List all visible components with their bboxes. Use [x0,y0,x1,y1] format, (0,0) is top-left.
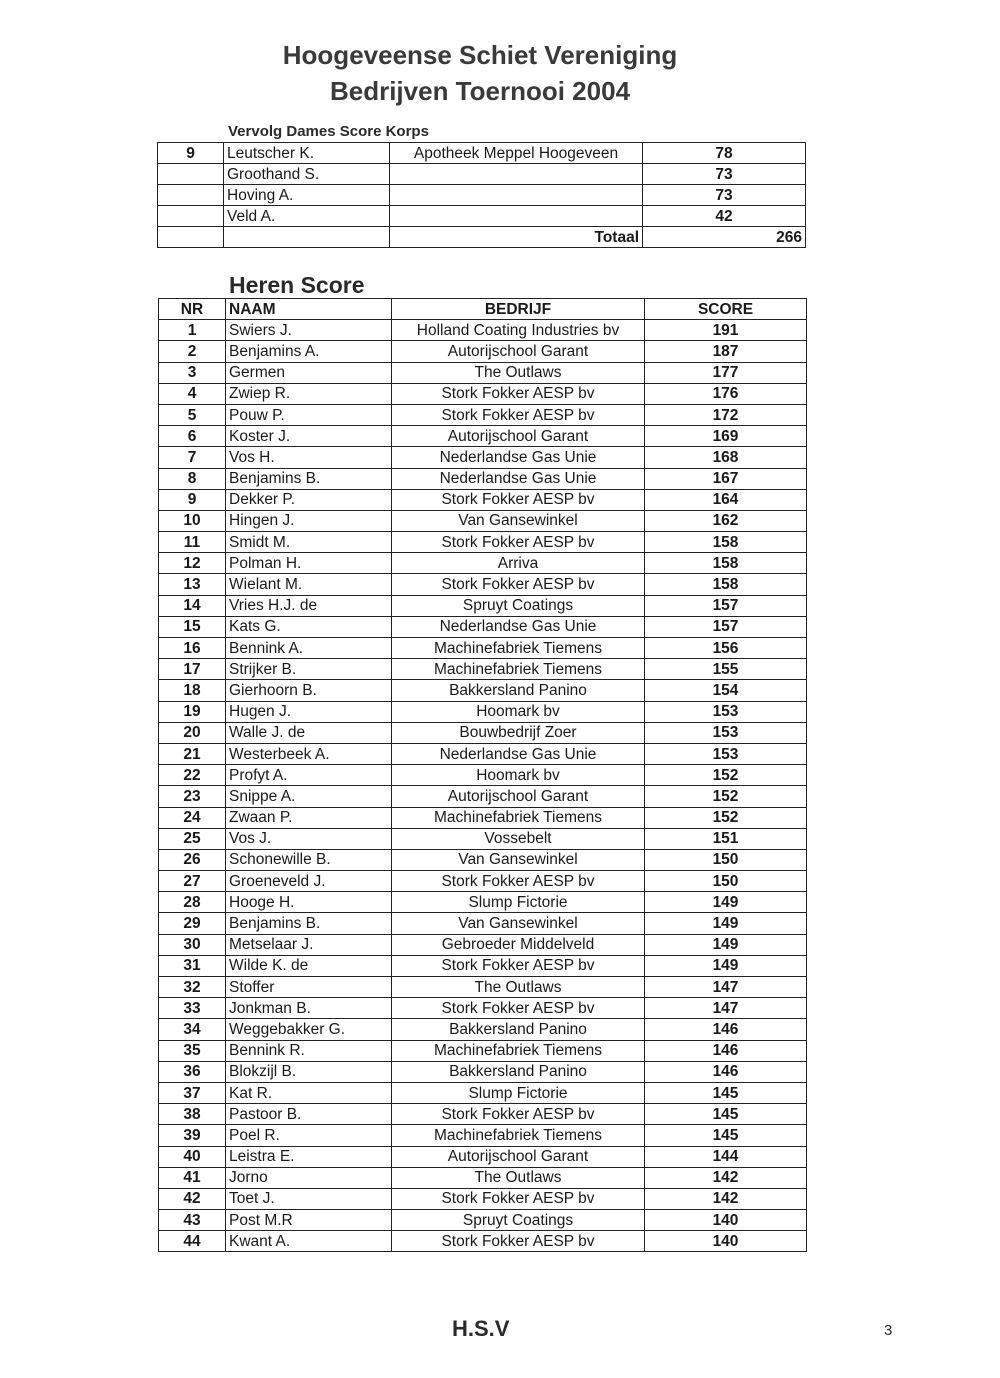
cell-naam: Benjamins B. [226,913,392,934]
cell-score: 156 [645,638,807,659]
cell-nr: 3 [159,362,226,383]
document-subtitle: Bedrijven Toernooi 2004 [329,76,631,106]
cell-nr: 9 [159,489,226,510]
cell-nr: 10 [159,510,226,531]
cell-bedrijf: Gebroeder Middelveld [392,934,645,955]
table-row [159,701,807,722]
cell-score: 140 [645,1231,807,1252]
cell-score: 142 [645,1167,807,1188]
table-row [159,977,807,998]
cell-naam: Wilde K. de [226,955,392,976]
cell-score: 158 [645,553,807,574]
table-row [159,1188,807,1209]
table-row [159,786,807,807]
cell-nr: 11 [159,532,226,553]
cell-bedrijf: Spruyt Coatings [392,595,645,616]
cell-naam: Walle J. de [226,722,392,743]
totaal-row [158,227,806,248]
cell-nr [158,206,224,227]
cell-bedrijf: Hoomark bv [392,701,645,722]
cell-score: 151 [645,828,807,849]
cell-score: 42 [643,206,806,227]
heren-heading: Heren Score [229,272,365,298]
cell-naam: Hugen J. [226,701,392,722]
cell-nr: 13 [159,574,226,595]
cell-bedrijf: Autorijschool Garant [392,426,645,447]
cell-score: 145 [645,1104,807,1125]
table-row [159,638,807,659]
cell-naam: Kats G. [226,616,392,637]
table-row [159,595,807,616]
cell-score: 176 [645,383,807,404]
cell-score: 158 [645,574,807,595]
cell-naam: Post M.R [226,1210,392,1231]
table-row [159,468,807,489]
cell-naam: Bennink R. [226,1040,392,1061]
cell-naam: Weggebakker G. [226,1019,392,1040]
cell-score: 144 [645,1146,807,1167]
cell-naam: Kwant A. [226,1231,392,1252]
cell-nr: 36 [159,1061,226,1082]
cell-nr: 29 [159,913,226,934]
cell-bedrijf: Machinefabriek Tiemens [392,1125,645,1146]
table-row [159,383,807,404]
table-row [159,532,807,553]
cell-bedrijf [390,185,643,206]
cell-score: 153 [645,701,807,722]
cell-bedrijf: Autorijschool Garant [392,341,645,362]
dames-score-table [157,142,806,248]
cell-bedrijf: Apotheek Meppel Hoogeveen [390,143,643,164]
cell-nr: 5 [159,404,226,425]
cell-naam: Zwaan P. [226,807,392,828]
cell-bedrijf: Slump Fictorie [392,1082,645,1103]
cell-naam: Koster J. [226,426,392,447]
cell-bedrijf: Nederlandse Gas Unie [392,743,645,764]
table-row [159,404,807,425]
cell-nr: 18 [159,680,226,701]
table-row [158,185,806,206]
cell-nr: 6 [159,426,226,447]
cell-bedrijf: Stork Fokker AESP bv [392,1104,645,1125]
cell-nr [158,164,224,185]
cell-naam: Vries H.J. de [226,595,392,616]
cell-score: 147 [645,998,807,1019]
table-row [159,934,807,955]
cell-bedrijf: Bakkersland Panino [392,680,645,701]
cell-nr: 7 [159,447,226,468]
table-row [159,828,807,849]
cell-bedrijf: Stork Fokker AESP bv [392,1188,645,1209]
cell-nr: 31 [159,955,226,976]
cell-naam: Zwiep R. [226,383,392,404]
table-row [159,574,807,595]
table-header-row [159,299,807,320]
cell-nr: 17 [159,659,226,680]
cell-naam: Metselaar J. [226,934,392,955]
cell-naam: Groothand S. [224,164,390,185]
table-row [158,164,806,185]
cell-bedrijf: The Outlaws [392,1167,645,1188]
cell-bedrijf: Holland Coating Industries bv [392,320,645,341]
cell-score: 154 [645,680,807,701]
cell-nr: 8 [159,468,226,489]
cell-nr: 28 [159,892,226,913]
cell-score: 157 [645,616,807,637]
cell-naam: Swiers J. [226,320,392,341]
cell-score: 73 [643,185,806,206]
cell-score: 149 [645,892,807,913]
cell-score: 142 [645,1188,807,1209]
table-row [159,1210,807,1231]
cell-score: 146 [645,1040,807,1061]
cell-naam: Kat R. [226,1082,392,1103]
table-row [159,616,807,637]
cell-bedrijf: Bakkersland Panino [392,1019,645,1040]
cell-naam: Benjamins B. [226,468,392,489]
cell-score: 149 [645,934,807,955]
cell-nr: 32 [159,977,226,998]
cell-score: 152 [645,786,807,807]
table-row [159,447,807,468]
cell-score: 150 [645,871,807,892]
table-row [159,765,807,786]
cell-nr: 25 [159,828,226,849]
dames-heading: Vervolg Dames Score Korps [228,123,429,140]
cell-naam: Strijker B. [226,659,392,680]
cell-naam: Leistra E. [226,1146,392,1167]
cell-naam: Groeneveld J. [226,871,392,892]
cell-nr: 34 [159,1019,226,1040]
cell-naam: Vos J. [226,828,392,849]
cell-bedrijf: Bouwbedrijf Zoer [392,722,645,743]
cell-bedrijf: Stork Fokker AESP bv [392,404,645,425]
cell-nr: 15 [159,616,226,637]
cell-nr: 14 [159,595,226,616]
cell-nr: 4 [159,383,226,404]
cell-bedrijf: Machinefabriek Tiemens [392,807,645,828]
table-row [159,553,807,574]
cell-naam: Bennink A. [226,638,392,659]
column-header-bedrijf: BEDRIJF [392,299,645,320]
cell-score: 177 [645,362,807,383]
totaal-label: Totaal [390,227,643,248]
cell-naam: Hoving A. [224,185,390,206]
table-row [158,143,806,164]
cell-nr: 9 [158,143,224,164]
cell-bedrijf: Bakkersland Panino [392,1061,645,1082]
cell-naam: Westerbeek A. [226,743,392,764]
cell-empty [224,227,390,248]
table-row [159,807,807,828]
cell-score: 149 [645,913,807,934]
cell-nr: 21 [159,743,226,764]
cell-empty [158,227,224,248]
cell-score: 155 [645,659,807,680]
table-row [159,1019,807,1040]
cell-score: 162 [645,510,807,531]
cell-naam: Germen [226,362,392,383]
cell-bedrijf: Nederlandse Gas Unie [392,616,645,637]
table-row [159,892,807,913]
cell-score: 191 [645,320,807,341]
cell-bedrijf: Nederlandse Gas Unie [392,447,645,468]
cell-bedrijf: Stork Fokker AESP bv [392,489,645,510]
cell-nr: 30 [159,934,226,955]
cell-naam: Smidt M. [226,532,392,553]
cell-naam: Wielant M. [226,574,392,595]
table-row [159,510,807,531]
heren-score-table [158,298,807,1252]
cell-bedrijf: Autorijschool Garant [392,786,645,807]
cell-bedrijf: The Outlaws [392,977,645,998]
cell-nr: 35 [159,1040,226,1061]
cell-naam: Leutscher K. [224,143,390,164]
cell-bedrijf: Stork Fokker AESP bv [392,998,645,1019]
column-header-score: SCORE [645,299,807,320]
table-row [159,1104,807,1125]
table-row [159,1082,807,1103]
cell-naam: Jonkman B. [226,998,392,1019]
cell-score: 147 [645,977,807,998]
table-row [159,362,807,383]
cell-bedrijf: Van Gansewinkel [392,913,645,934]
cell-nr: 38 [159,1104,226,1125]
cell-naam: Jorno [226,1167,392,1188]
cell-bedrijf: Stork Fokker AESP bv [392,871,645,892]
table-row [159,489,807,510]
cell-nr: 42 [159,1188,226,1209]
cell-score: 153 [645,743,807,764]
cell-naam: Snippe A. [226,786,392,807]
table-row [159,659,807,680]
cell-naam: Hingen J. [226,510,392,531]
cell-naam: Veld A. [224,206,390,227]
table-row [159,680,807,701]
cell-bedrijf: Autorijschool Garant [392,1146,645,1167]
cell-score: 145 [645,1082,807,1103]
cell-nr: 44 [159,1231,226,1252]
cell-nr: 24 [159,807,226,828]
table-row [159,955,807,976]
cell-score: 149 [645,955,807,976]
cell-score: 158 [645,532,807,553]
column-header-nr: NR [159,299,226,320]
cell-naam: Stoffer [226,977,392,998]
cell-naam: Polman H. [226,553,392,574]
table-row [159,1167,807,1188]
cell-nr: 16 [159,638,226,659]
cell-score: 140 [645,1210,807,1231]
cell-nr: 1 [159,320,226,341]
cell-nr: 33 [159,998,226,1019]
cell-nr: 2 [159,341,226,362]
table-row [159,998,807,1019]
cell-bedrijf: Spruyt Coatings [392,1210,645,1231]
cell-bedrijf: Stork Fokker AESP bv [392,574,645,595]
cell-naam: Toet J. [226,1188,392,1209]
cell-bedrijf: Machinefabriek Tiemens [392,659,645,680]
cell-nr: 19 [159,701,226,722]
cell-score: 78 [643,143,806,164]
cell-bedrijf: Hoomark bv [392,765,645,786]
cell-bedrijf: Stork Fokker AESP bv [392,955,645,976]
document-title: Hoogeveense Schiet Vereniging [282,40,678,70]
table-row [159,341,807,362]
cell-bedrijf: Vossebelt [392,828,645,849]
cell-score: 152 [645,807,807,828]
table-row [159,320,807,341]
table-row [159,743,807,764]
table-row [159,722,807,743]
table-row [159,1125,807,1146]
totaal-value: 266 [643,227,806,248]
cell-score: 153 [645,722,807,743]
cell-score: 150 [645,849,807,870]
cell-naam: Profyt A. [226,765,392,786]
table-row [159,849,807,870]
cell-naam: Poel R. [226,1125,392,1146]
table-row [159,1146,807,1167]
cell-bedrijf: Stork Fokker AESP bv [392,1231,645,1252]
table-row [159,426,807,447]
cell-nr: 26 [159,849,226,870]
cell-bedrijf: Slump Fictorie [392,892,645,913]
cell-score: 169 [645,426,807,447]
table-row [158,206,806,227]
table-row [159,913,807,934]
table-row [159,871,807,892]
cell-score: 157 [645,595,807,616]
cell-score: 187 [645,341,807,362]
cell-naam: Hooge H. [226,892,392,913]
cell-naam: Pastoor B. [226,1104,392,1125]
cell-score: 145 [645,1125,807,1146]
cell-bedrijf: Machinefabriek Tiemens [392,638,645,659]
cell-nr: 41 [159,1167,226,1188]
cell-nr: 27 [159,871,226,892]
cell-bedrijf: Stork Fokker AESP bv [392,532,645,553]
cell-naam: Blokzijl B. [226,1061,392,1082]
cell-bedrijf: Arriva [392,553,645,574]
cell-score: 167 [645,468,807,489]
cell-score: 146 [645,1019,807,1040]
cell-naam: Schonewille B. [226,849,392,870]
table-row [159,1061,807,1082]
cell-naam: Dekker P. [226,489,392,510]
cell-bedrijf: Stork Fokker AESP bv [392,383,645,404]
cell-naam: Pouw P. [226,404,392,425]
cell-bedrijf [390,206,643,227]
table-row [159,1231,807,1252]
cell-bedrijf: Van Gansewinkel [392,849,645,870]
footer-club-abbreviation: H.S.V [452,1316,510,1341]
cell-score: 172 [645,404,807,425]
cell-nr: 20 [159,722,226,743]
cell-nr: 12 [159,553,226,574]
page-number: 3 [884,1322,893,1339]
cell-bedrijf [390,164,643,185]
cell-score: 164 [645,489,807,510]
cell-score: 168 [645,447,807,468]
cell-bedrijf: Machinefabriek Tiemens [392,1040,645,1061]
cell-naam: Vos H. [226,447,392,468]
cell-nr [158,185,224,206]
cell-nr: 37 [159,1082,226,1103]
column-header-naam: NAAM [226,299,392,320]
cell-bedrijf: Nederlandse Gas Unie [392,468,645,489]
cell-nr: 43 [159,1210,226,1231]
cell-bedrijf: Van Gansewinkel [392,510,645,531]
cell-naam: Benjamins A. [226,341,392,362]
cell-score: 73 [643,164,806,185]
cell-nr: 22 [159,765,226,786]
cell-score: 152 [645,765,807,786]
cell-nr: 40 [159,1146,226,1167]
cell-nr: 39 [159,1125,226,1146]
table-row [159,1040,807,1061]
cell-nr: 23 [159,786,226,807]
cell-naam: Gierhoorn B. [226,680,392,701]
cell-bedrijf: The Outlaws [392,362,645,383]
cell-score: 146 [645,1061,807,1082]
